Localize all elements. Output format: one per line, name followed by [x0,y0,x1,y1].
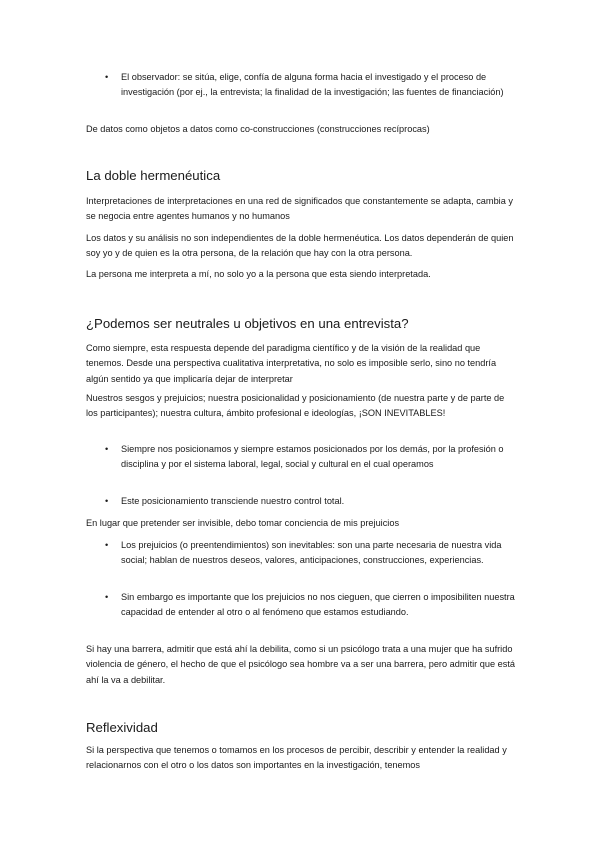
bullet-marker: • [105,72,109,82]
heading-reflexividad: Reflexividad [86,720,158,735]
paragraph-reflex-1: Si la perspectiva que tenemos o tomamos en los procesos de percibir, describir y entender la realidad y relacionarnos con el otro o los datos son importantes en la investigación, tenemos [86,745,507,771]
paragraph-datos: De datos como objetos a datos como co-construcciones (construcciones recíprocas) [86,124,430,134]
bullet-marker: • [105,444,109,454]
paragraph-neutral-1: Como siempre, esta respuesta depende del paradigma científico y de la visión de la realidad que tenemos. Desde una perspectiva cualitativa interpretativa, no solo es imposible serlo, sino no tendría algún sentido ya que implicaría dejar de interpretar [86,343,497,384]
bullet-marker: • [105,540,109,550]
paragraph-neutral-2: Nuestros sesgos y prejuicios; nuestra posicionalidad y posicionamiento (de nuestra parte y de parte de los participantes); nuestra cultura, ámbito profesional e ideologías, ¡SON INEVITABLES! [86,393,505,419]
paragraph-doble-1: Interpretaciones de interpretaciones en una red de significados que constantemente se adapta, cambia y se negocia entre agentes humanos y no humanos [86,196,513,222]
bullet-marker: • [105,496,109,506]
list-item-prejuicios: Los prejuicios (o preentendimientos) son inevitables: son una parte necesaria de nuestra vida social; hablan de nuestros deseos, valores, anticipaciones, construcciones, experiencias. [121,540,502,566]
paragraph-doble-3: La persona me interpreta a mí, no solo yo a la persona que esta siendo interpretada. [86,269,431,279]
list-item-posicionamiento: Este posicionamiento transciende nuestro control total. [121,496,345,506]
bullet-marker: • [105,592,109,602]
paragraph-neutral-4: Si hay una barrera, admitir que está ahí la debilita, como si un psicólogo trata a una mujer que ha sufrido violencia de género, el hecho de que el psicólogo sea hombre va a ser una barrera, pero admitir que está ahí la va a debilitar. [86,644,516,685]
heading-doble-hermeneutica: La doble hermenéutica [86,168,221,183]
heading-neutrales: ¿Podemos ser neutrales u objetivos en una entrevista? [86,316,409,331]
paragraph-doble-2: Los datos y su análisis no son independientes de la doble hermenéutica. Los datos dependerán de quien soy yo y de quien es la otra persona, de la relación que hay con la otra persona. [86,233,514,259]
list-item-observador: El observador: se sitúa, elige, confía de alguna forma hacia el investigado y el proceso de investigación (por ej., la entrevista; la finalidad de la investigación; las fuentes de financiación) [121,72,504,98]
list-item-sin-embargo: Sin embargo es importante que los prejuicios no nos cieguen, que cierren o imposibiliten nuestra capacidad de entender al otro o al fenómeno que estamos estudiando. [121,592,515,618]
list-item-posicionamos: Siempre nos posicionamos y siempre estamos posicionados por los demás, por la profesión o disciplina y por el sistema laboral, legal, social y cultural en el cual operamos [121,444,504,470]
paragraph-neutral-3: En lugar que pretender ser invisible, debo tomar conciencia de mis prejuicios [86,518,400,528]
